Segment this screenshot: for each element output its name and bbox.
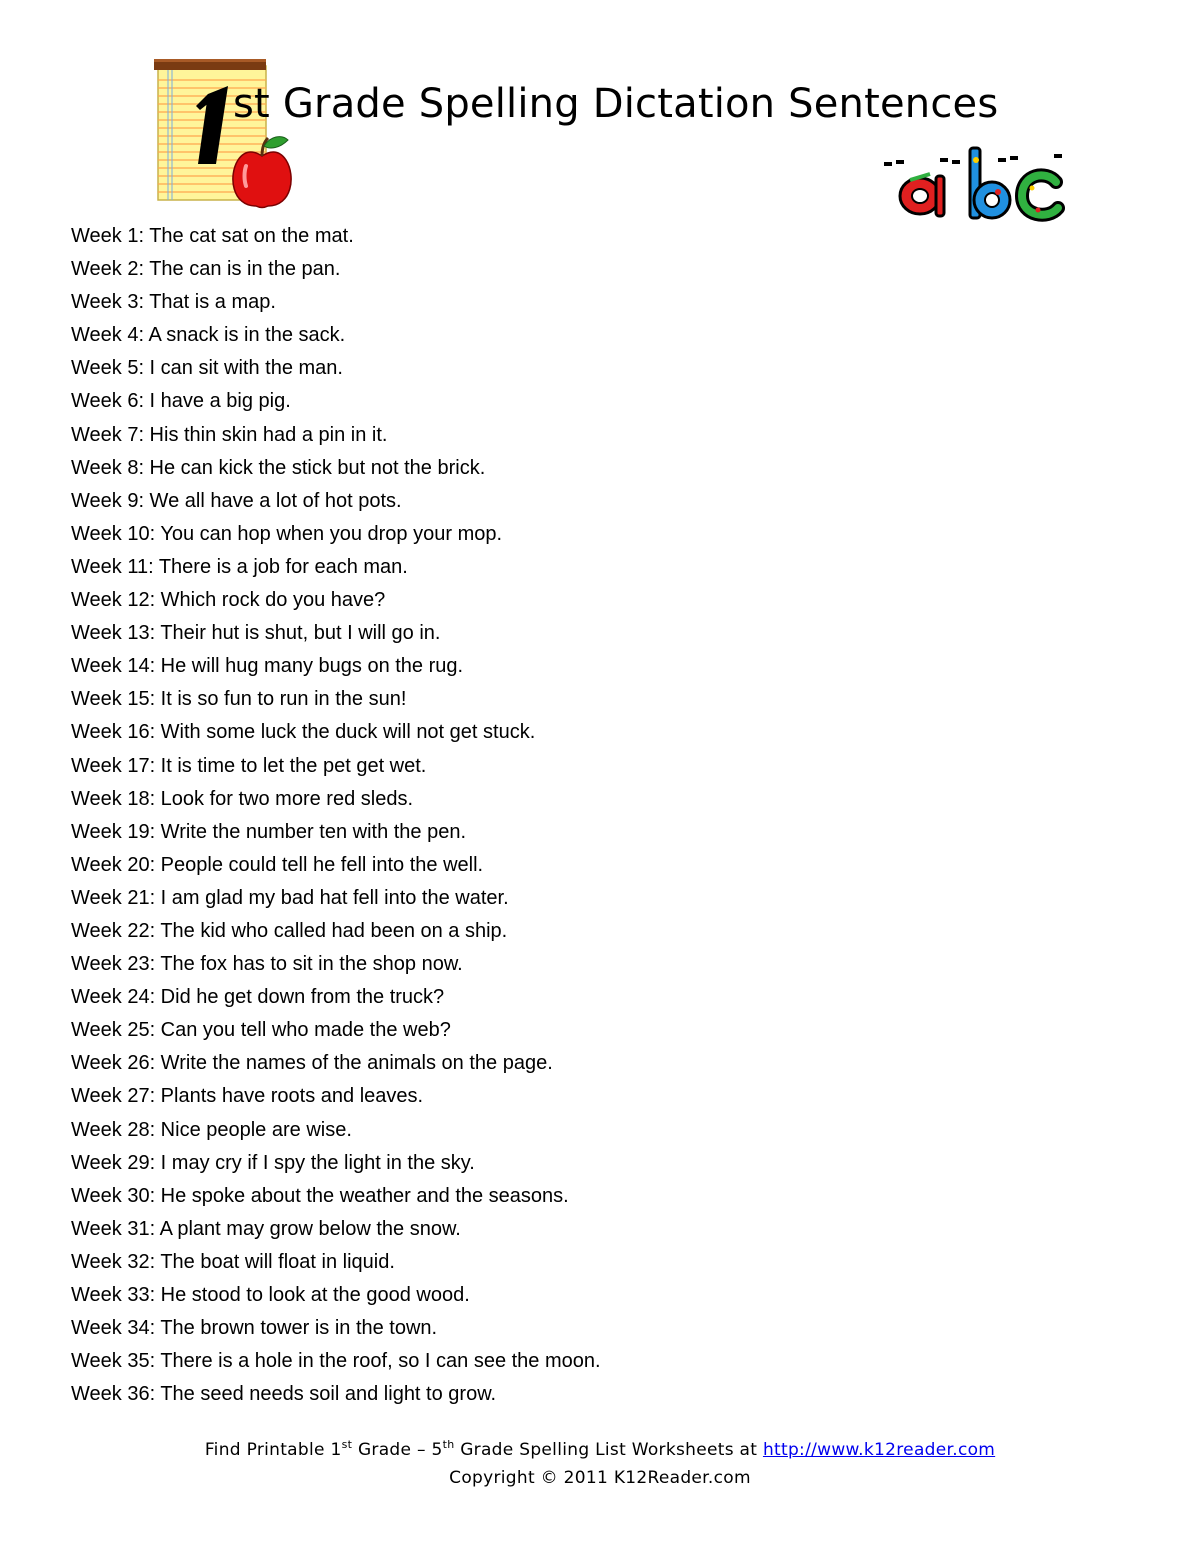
- list-item: Week 14: He will hug many bugs on the rug.: [71, 655, 464, 678]
- footer-sup-th: th: [442, 1438, 455, 1451]
- list-item: Week 28: Nice people are wise.: [71, 1118, 352, 1141]
- list-item: Week 10: You can hop when you drop your mop.: [71, 522, 503, 545]
- copyright-text: Copyright © 2011 K12Reader.com: [449, 1468, 751, 1488]
- footer-suffix: Grade Spelling List Worksheets at: [454, 1440, 763, 1460]
- list-item: Week 2: The can is in the pan.: [71, 258, 341, 281]
- list-item: Week 17: It is time to let the pet get wet.: [71, 754, 427, 777]
- list-item: Week 11: There is a job for each man.: [71, 555, 408, 578]
- list-item: Week 36: The seed needs soil and light to grow.: [71, 1383, 497, 1406]
- footer-middle: Grade – 5: [352, 1440, 443, 1460]
- header: [0, 0, 1200, 230]
- list-item: Week 33: He stood to look at the good wood.: [71, 1284, 470, 1306]
- list-item: Week 13: Their hut is shut, but I will go in.: [71, 622, 441, 645]
- list-item: Week 19: Write the number ten with the pen.: [71, 820, 467, 843]
- list-item: Week 5: I can sit with the man.: [71, 357, 343, 380]
- list-item: Week 23: The fox has to sit in the shop now.: [71, 953, 463, 976]
- list-item: Week 29: I may cry if I spy the light in the sky.: [71, 1151, 475, 1174]
- footer-sup-st: st: [341, 1438, 353, 1451]
- list-item: Week 15: It is so fun to run in the sun!: [71, 688, 407, 711]
- list-item: Week 31: A plant may grow below the snow.: [71, 1217, 461, 1240]
- footer-promo-line: [0, 1436, 1200, 1464]
- list-item: Week 1: The cat sat on the mat.: [71, 225, 354, 247]
- list-item: Week 32: The boat will float in liquid.: [71, 1250, 395, 1273]
- list-item: Week 26: Write the names of the animals on the page.: [71, 1052, 553, 1075]
- page-title: [233, 76, 998, 132]
- list-item: Week 4: A snack is in the sack.: [71, 324, 346, 347]
- list-item: Week 27: Plants have roots and leaves.: [71, 1085, 424, 1108]
- list-item: Week 9: We all have a lot of hot pots.: [71, 489, 402, 512]
- list-item: Week 8: He can kick the stick but not the brick.: [71, 456, 486, 479]
- list-item: Week 16: With some luck the duck will not get stuck.: [71, 721, 536, 744]
- k12reader-link[interactable]: http://www.k12reader.com: [762, 1440, 996, 1460]
- list-item: Week 6: I have a big pig.: [71, 390, 291, 413]
- list-item: Week 30: He spoke about the weather and the seasons.: [71, 1184, 569, 1207]
- footer: [0, 1436, 1200, 1492]
- list-item: Week 12: Which rock do you have?: [71, 589, 386, 612]
- footer-prefix: Find Printable 1: [204, 1440, 342, 1460]
- abc-letters-icon: [880, 140, 1070, 230]
- title-text-main: Grade Spelling Dictation Sentences: [282, 81, 999, 127]
- list-item: Week 18: Look for two more red sleds.: [71, 787, 414, 810]
- list-item: Week 7: His thin skin had a pin in it.: [71, 423, 388, 446]
- list-item: Week 20: People could tell he fell into the well.: [71, 853, 484, 876]
- list-item: Week 35: There is a hole in the roof, so I can see the moon.: [71, 1350, 601, 1373]
- sentence-list: [71, 220, 601, 1411]
- list-item: Week 21: I am glad my bad hat fell into the water.: [71, 886, 509, 909]
- list-item: Week 34: The brown tower is in the town.: [71, 1317, 438, 1340]
- list-item: Week 3: That is a map.: [71, 291, 276, 314]
- list-item: Week 24: Did he get down from the truck?: [71, 986, 445, 1009]
- title-text: st: [233, 81, 270, 127]
- list-item: Week 22: The kid who called had been on a ship.: [71, 919, 508, 942]
- list-item: Week 25: Can you tell who made the web?: [71, 1019, 451, 1042]
